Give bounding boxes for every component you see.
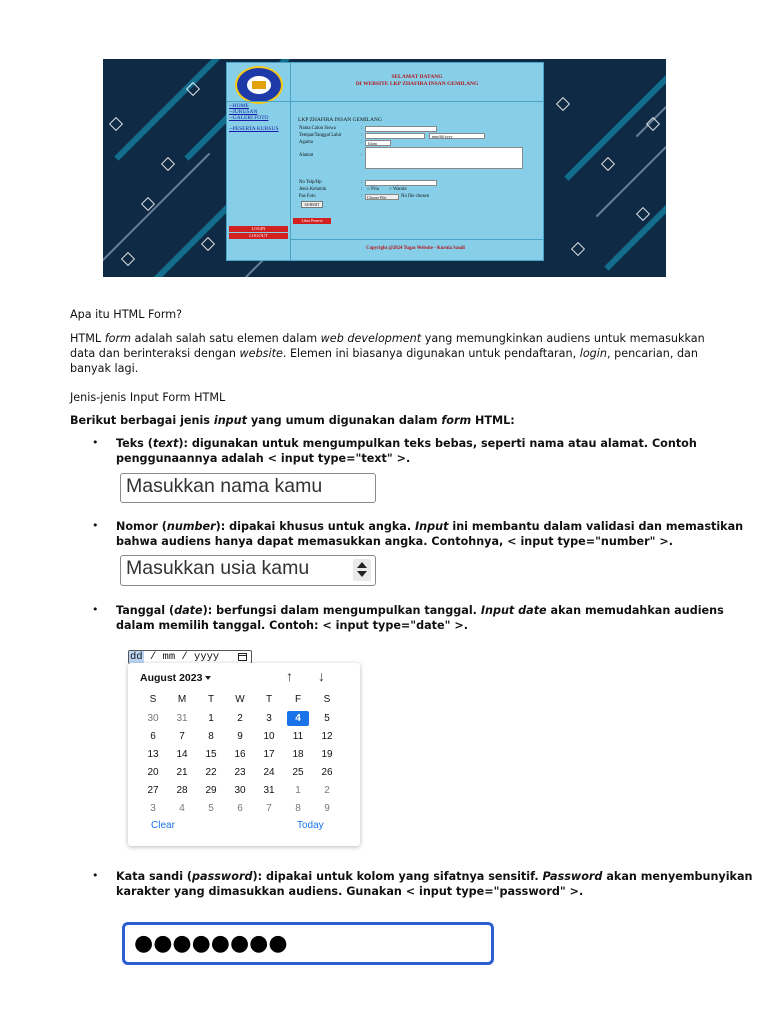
text-input-demo[interactable]: Masukkan nama kamu bbox=[120, 473, 376, 503]
logout-button[interactable]: LOGOUT bbox=[229, 233, 288, 239]
calendar-day[interactable]: 30 bbox=[234, 785, 246, 796]
month-selector[interactable]: August 2023 bbox=[140, 672, 211, 684]
weekday-label: S bbox=[149, 694, 157, 705]
weekday-label: S bbox=[323, 694, 331, 705]
calendar-day[interactable]: 25 bbox=[292, 767, 304, 778]
label-foto: Pas Foto bbox=[299, 194, 316, 199]
calendar-day[interactable]: 18 bbox=[292, 749, 304, 760]
calendar-day[interactable]: 10 bbox=[263, 731, 275, 742]
calendar-day[interactable]: 5 bbox=[324, 713, 330, 724]
label-nama: Nama Calon Siswa bbox=[299, 126, 336, 131]
bullet-icon: • bbox=[92, 519, 99, 532]
date-rest-segment[interactable]: / mm / yyyy bbox=[149, 651, 220, 663]
calendar-day[interactable]: 22 bbox=[205, 767, 217, 778]
lihat-peserta-button[interactable]: Lihat Peserta bbox=[293, 218, 331, 224]
tempat-input[interactable] bbox=[365, 133, 425, 139]
intro-line: HTML form adalah salah satu elemen dalam web development yang memungkinkan audiens untuk memasukkan bbox=[70, 332, 705, 345]
item-number-line2: bahwa audiens hanya dapat memasukkan angka. Contohnya, < input type="number" >. bbox=[116, 535, 673, 548]
item-password bbox=[116, 869, 753, 899]
choose-file-button[interactable]: Choose File bbox=[365, 194, 399, 200]
website-screenshot bbox=[103, 59, 666, 277]
label-jk: Jenis Kelamin bbox=[299, 187, 327, 192]
agama-select[interactable]: Islam bbox=[365, 140, 391, 146]
login-button[interactable]: LOGIN bbox=[229, 226, 288, 232]
label-telp: No Telp/Hp bbox=[299, 180, 322, 185]
item-date bbox=[116, 603, 724, 633]
calendar-day[interactable]: 2 bbox=[324, 785, 330, 796]
bullet-icon: • bbox=[92, 869, 99, 882]
form-title: LKP ZHAFIRA INSAN GEMILANG bbox=[298, 117, 382, 123]
welcome-line1: SELAMAT DATANG bbox=[391, 74, 443, 80]
section-title-html-form: Apa itu HTML Form? bbox=[70, 308, 183, 321]
item-text-line2: penggunaannya adalah < input type="text" >. bbox=[116, 452, 411, 465]
welcome-line2: DI WEBSITE LKP ZHAFIRA INSAN GEMILANG bbox=[355, 81, 479, 87]
item-date-line1: Tanggal (date): berfungsi dalam mengumpulkan tanggal. Input date akan memudahkan audiens bbox=[116, 604, 724, 617]
weekday-label: F bbox=[294, 694, 302, 705]
types-intro: Berikut berbagai jenis input yang umum digunakan dalam form HTML: bbox=[70, 414, 515, 427]
nav-peserta[interactable]: --PESERTA KURSUS bbox=[229, 126, 279, 132]
password-input-demo[interactable]: ●●●●●●●● bbox=[122, 922, 494, 965]
calendar-day[interactable]: 1 bbox=[208, 713, 214, 724]
tanggal-input[interactable]: mm/dd/yyyy bbox=[429, 133, 485, 139]
weekday-label: M bbox=[177, 694, 187, 705]
calendar-day[interactable]: 3 bbox=[150, 803, 156, 814]
item-number bbox=[116, 519, 743, 549]
submit-button[interactable]: SUBMIT bbox=[301, 201, 323, 208]
site-frame bbox=[226, 62, 544, 261]
calendar-day[interactable]: 9 bbox=[237, 731, 243, 742]
calendar-day[interactable]: 8 bbox=[208, 731, 214, 742]
weekday-label: W bbox=[235, 694, 245, 705]
calendar-icon[interactable] bbox=[238, 653, 247, 661]
calendar-day[interactable]: 14 bbox=[176, 749, 188, 760]
calendar-day[interactable]: 7 bbox=[179, 731, 185, 742]
clear-button[interactable]: Clear bbox=[151, 820, 175, 831]
calendar-day[interactable]: 3 bbox=[266, 713, 272, 724]
calendar-day[interactable]: 12 bbox=[321, 731, 333, 742]
calendar-day[interactable]: 8 bbox=[295, 803, 301, 814]
calendar-day[interactable]: 4 bbox=[179, 803, 185, 814]
calendar-day[interactable]: 26 bbox=[321, 767, 333, 778]
copyright-text: Copyright @2024 Tugas Website - Kurnia Saudi bbox=[366, 246, 465, 251]
calendar-day[interactable]: 9 bbox=[324, 803, 330, 814]
calendar-day[interactable]: 19 bbox=[321, 749, 333, 760]
site-nav bbox=[229, 103, 289, 132]
calendar-day[interactable]: 1 bbox=[295, 785, 301, 796]
item-text-line1: Teks (text): digunakan untuk mengumpulkan teks bebas, seperti nama atau alamat. Contoh bbox=[116, 437, 697, 450]
intro-paragraph bbox=[70, 331, 705, 376]
calendar-day[interactable]: 6 bbox=[150, 731, 156, 742]
intro-line: banyak lagi. bbox=[70, 362, 139, 375]
item-number-line1: Nomor (number): dipakai khusus untuk angka. Input ini membantu dalam validasi dan memastikan bbox=[116, 520, 744, 533]
item-date-line2: dalam memilih tanggal. Contoh: < input type="date" >. bbox=[116, 619, 468, 632]
calendar-day[interactable]: 17 bbox=[263, 749, 275, 760]
arrow-down-icon[interactable]: ↓ bbox=[318, 668, 325, 684]
calendar-day[interactable]: 30 bbox=[147, 713, 159, 724]
calendar-day[interactable]: 31 bbox=[263, 785, 275, 796]
file-status: No file chosen bbox=[401, 194, 429, 199]
calendar-day[interactable]: 15 bbox=[205, 749, 217, 760]
nama-input[interactable] bbox=[365, 126, 437, 132]
calendar-day[interactable]: 2 bbox=[237, 713, 243, 724]
alamat-textarea[interactable] bbox=[365, 147, 523, 169]
bullet-icon: • bbox=[92, 603, 99, 616]
label-alamat: Alamat bbox=[299, 153, 314, 158]
weekday-label: T bbox=[207, 694, 215, 705]
calendar-day[interactable]: 29 bbox=[205, 785, 217, 796]
calendar-day[interactable]: 6 bbox=[237, 803, 243, 814]
nav-jurusan[interactable]: --JURUSAN bbox=[229, 109, 258, 115]
calendar-day[interactable]: 27 bbox=[147, 785, 159, 796]
arrow-up-icon[interactable]: ↑ bbox=[286, 668, 293, 684]
bullet-icon: • bbox=[92, 436, 99, 449]
calendar-day[interactable]: 23 bbox=[234, 767, 246, 778]
date-picker-popup bbox=[128, 663, 360, 846]
caret-down-icon bbox=[205, 676, 211, 680]
registration-form: LKP ZHAFIRA INSAN GEMILANG Nama Calon Siswa : Tempat/Tanggal Lahir : mm/dd/yyyy Agama : Islam Alamat : No Telp/Hp : Jenis Kelamin : ○ Pria ○ Wanita Pas Foto : Choose File No file chosen SUBMIT bbox=[298, 117, 538, 125]
radio-pria[interactable]: ○ Pria bbox=[367, 187, 379, 192]
calendar-day[interactable]: 4 bbox=[287, 711, 309, 726]
calendar-day[interactable]: 16 bbox=[234, 749, 246, 760]
intro-line: data dan berinteraksi dengan website. Elemen ini biasanya digunakan untuk pendaftaran, login, pencarian, dan bbox=[70, 347, 698, 360]
calendar-day[interactable]: 21 bbox=[176, 767, 188, 778]
radio-wanita[interactable]: ○ Wanita bbox=[389, 187, 407, 192]
calendar-day[interactable]: 11 bbox=[292, 731, 304, 742]
date-dd-segment[interactable]: dd bbox=[130, 651, 143, 663]
calendar-day[interactable]: 7 bbox=[266, 803, 272, 814]
weekday-label: T bbox=[265, 694, 273, 705]
date-input-demo[interactable] bbox=[128, 650, 252, 664]
today-button[interactable]: Today bbox=[297, 820, 324, 831]
calendar-day[interactable]: 5 bbox=[208, 803, 214, 814]
calendar-day[interactable]: 20 bbox=[147, 767, 159, 778]
item-password-line1: Kata sandi (password): dipakai untuk kolom yang sifatnya sensitif. Password akan menyembunyikan bbox=[116, 870, 753, 883]
section-title-types: Jenis-jenis Input Form HTML bbox=[70, 391, 226, 404]
nav-home[interactable]: --HOME bbox=[229, 103, 249, 109]
label-agama: Agama bbox=[299, 140, 313, 145]
item-text bbox=[116, 436, 697, 466]
nav-galeri[interactable]: --GALERI FOTO bbox=[229, 115, 269, 121]
calendar-day[interactable]: 31 bbox=[176, 713, 188, 724]
calendar-day[interactable]: 28 bbox=[176, 785, 188, 796]
welcome-text bbox=[297, 74, 537, 88]
number-input-placeholder: Masukkan usia kamu bbox=[126, 557, 310, 579]
item-password-line2: karakter yang dimasukkan audiens. Gunakan < input type="password" >. bbox=[116, 885, 584, 898]
calendar-day[interactable]: 24 bbox=[263, 767, 275, 778]
telp-input[interactable] bbox=[365, 180, 437, 186]
label-ttl: Tempat/Tanggal Lahir bbox=[299, 133, 342, 138]
lkp-logo-icon bbox=[235, 66, 283, 104]
spinner-icon[interactable] bbox=[353, 559, 371, 581]
calendar-day[interactable]: 13 bbox=[147, 749, 159, 760]
number-input-demo[interactable] bbox=[120, 555, 376, 586]
